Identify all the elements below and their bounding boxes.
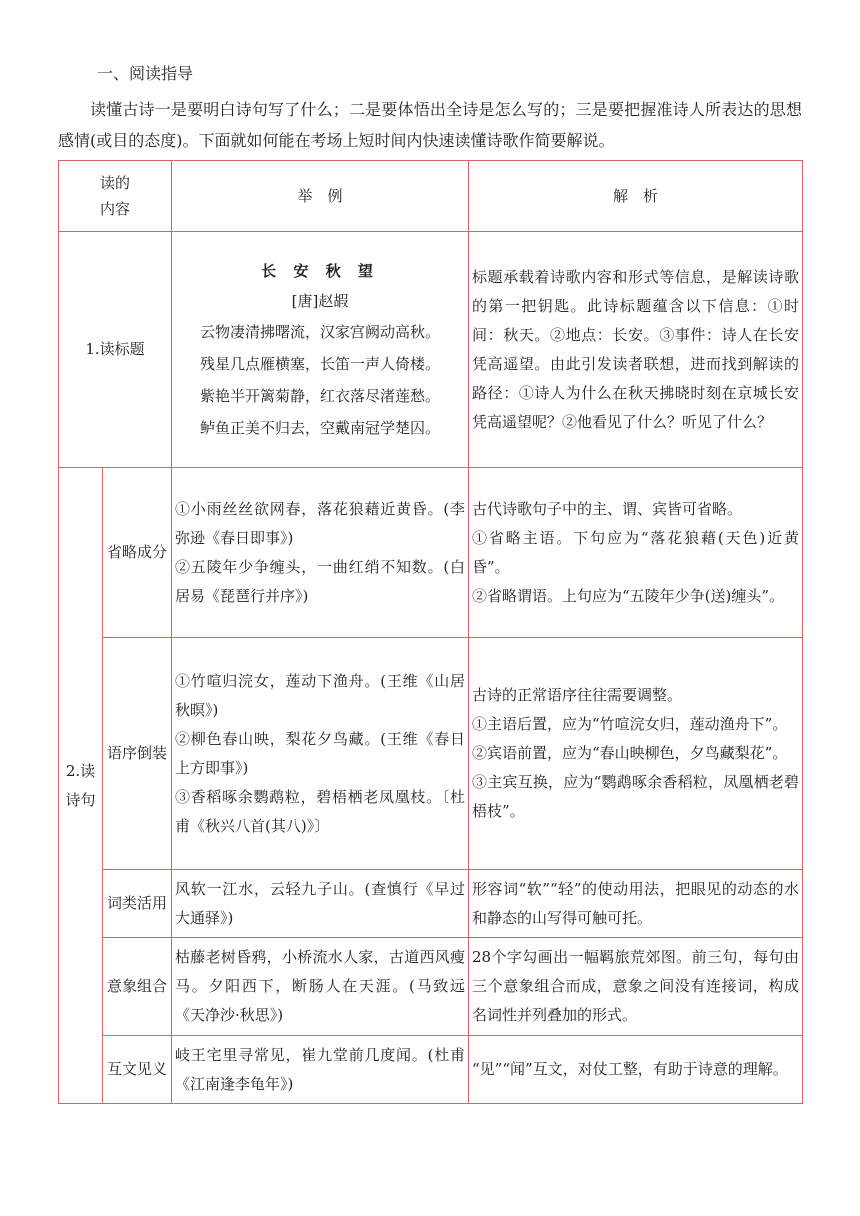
header-content: 读的 内容 (59, 161, 172, 232)
table-row (59, 638, 803, 870)
table-row (59, 468, 803, 638)
analysis-cell: 古代诗歌句子中的主、谓、宾皆可省略。 ①省略主语。下句应为“落花狼藉(天色)近黄昏”。 ②省略谓语。上句应为“五陵年少争(送)缠头”。 (469, 468, 803, 638)
example-cell: 风软一江水，云轻九子山。(查慎行《早过大通驿》) (172, 870, 469, 938)
sub-label: 语序倒装 (103, 638, 172, 870)
example-cell: ①小雨丝丝欲网春，落花狼藉近黄昏。(李弥逊《春日即事》) ②五陵年少争缠头，一曲红绡不知数。(白居易《琵琶行并序》) (172, 468, 469, 638)
example-cell: ①竹喧归浣女，莲动下渔舟。(王维《山居秋暝》) ②柳色春山映，梨花夕鸟藏。(王维《春日上方即事》) ③香稻啄余鹦鹉粒，碧梧栖老凤凰枝。〔杜甫《秋兴八首(其八)》〕 (172, 638, 469, 870)
row-label-read-title: 1.读标题 (59, 232, 172, 468)
table-row (59, 232, 803, 468)
example-cell: 岐王宅里寻常见，崔九堂前几度闻。(杜甫《江南逢李龟年》) (172, 1036, 469, 1104)
header-analysis: 解 析 (469, 161, 803, 232)
example-cell: 枯藤老树昏鸦，小桥流水人家，古道西风瘦马。夕阳西下，断肠人在天涯。(马致远《天净沙·秋思》) (172, 938, 469, 1036)
analysis-cell: 古诗的正常语序往往需要调整。 ①主语后置，应为“竹喧浣女归，莲动渔舟下”。 ②宾语前置，应为“春山映柳色，夕鸟藏梨花”。 ③主宾互换，应为“鹦鹉啄余香稻粒，凤凰栖老碧梧枝”。 (469, 638, 803, 870)
table-row (59, 1036, 803, 1104)
row-label-read-lines: 2.读诗句 (59, 468, 103, 1104)
section-heading: 一、阅读指导 (97, 64, 194, 83)
poem-line: 鲈鱼正美不归去，空戴南冠学楚囚。 (200, 418, 441, 437)
analysis-cell: 形容词“软”“轻”的使动用法，把眼见的动态的水和静态的山写得可触可托。 (469, 870, 803, 938)
analysis-cell: 28个字勾画出一幅羁旅荒郊图。前三句，每句由三个意象组合而成，意象之间没有连接词，构成名词性并列叠加的形式。 (469, 938, 803, 1036)
table-row (59, 938, 803, 1036)
analysis-cell: 标题承载着诗歌内容和形式等信息，是解读诗歌的第一把钥匙。此诗标题蕴含以下信息：①时间：秋天。②地点：长安。③事件：诗人在长安凭高遥望。由此引发读者联想，进而找到解读的路径：①诗人为什么在秋天拂晓时刻在京城长安凭高遥望呢？②他看见了什么？听见了什么？ (469, 232, 803, 468)
table-row (59, 870, 803, 938)
intro-paragraph: 读懂古诗一是要明白诗句写了什么；二是要体悟出全诗是怎么写的；三是要把握准诗人所表达的思想感情(或目的态度)。下面就如何能在考场上短时间内快速读懂诗歌作简要解说。 (58, 100, 802, 150)
analysis-cell: “见”“闻”互文，对仗工整，有助于诗意的理解。 (469, 1036, 803, 1104)
poem-author: [唐]赵嘏 (291, 291, 349, 310)
sub-label: 互文见义 (103, 1036, 172, 1104)
sub-label: 省略成分 (103, 468, 172, 638)
sub-label: 词类活用 (103, 870, 172, 938)
header-example: 举 例 (172, 161, 469, 232)
table-header-row (59, 161, 803, 232)
example-poem (172, 232, 469, 468)
sub-label: 意象组合 (103, 938, 172, 1036)
poem-line: 云物凄清拂曙流，汉家宫阙动高秋。 (200, 322, 441, 341)
poem-line: 紫艳半开篱菊静，红衣落尽渚莲愁。 (200, 386, 441, 405)
poem-title: 长 安 秋 望 (261, 261, 379, 280)
reading-guide-table (58, 160, 803, 1104)
poem-line: 残星几点雁横塞，长笛一声人倚楼。 (200, 354, 441, 373)
